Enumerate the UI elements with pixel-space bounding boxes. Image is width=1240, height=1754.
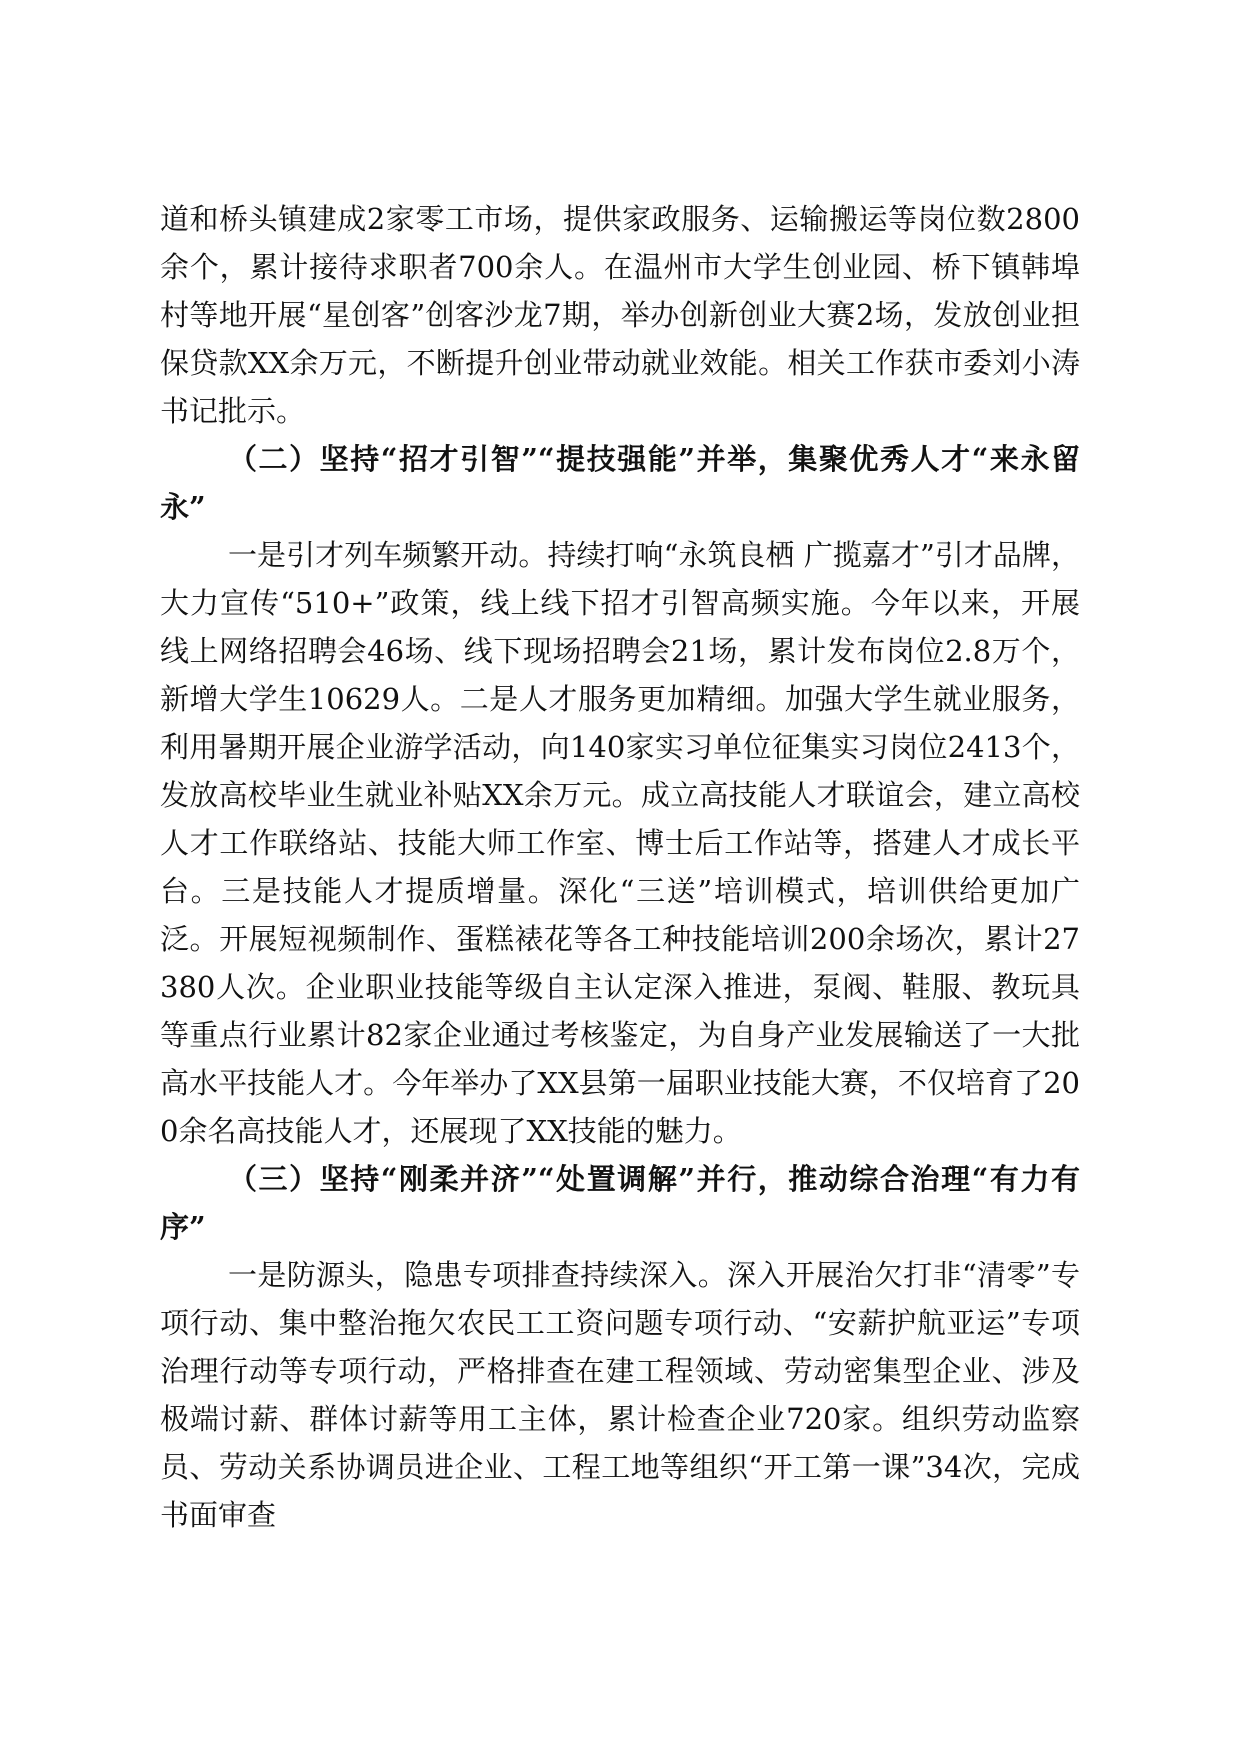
paragraph-risk-inspection: 一是防源头，隐患专项排查持续深入。深入开展治欠打非“清零”专项行动、集中整治拖欠农民工工资问题专项行动、“安薪护航亚运”专项治理行动等专项行动，严格排查在建工程领域、劳动密集型企业、涉及极端讨薪、群体讨薪等用工主体，累计检查企业720家。组织劳动监察员、劳动关系协调员进企业、工程工地等组织“开工第一课”34次，完成书面审查	[160, 1258, 1080, 1532]
paragraph-talent-recruitment: 一是引才列车频繁开动。持续打响“永筑良栖 广揽嘉才”引才品牌，大力宣传“510+”政策，线上线下招才引智高频实施。今年以来，开展线上网络招聘会46场、线下现场招聘会21场，累计发布岗位2.8万个，新增大学生10629人。二是人才服务更加精细。加强大学生就业服务，利用暑期开展企业游学活动，向140家实习单位征集实习岗位2413个，发放高校毕业生就业补贴XX余万元。成立高技能人才联谊会，建立高校人才工作联络站、技能大师工作室、博士后工作站等，搭建人才成长平台。三是技能人才提质增量。深化“三送”培训模式，培训供给更加广泛。开展短视频制作、蛋糕裱花等各工种技能培训200余场次，累计27380人次。企业职业技能等级自主认定深入推进，泵阀、鞋服、教玩具等重点行业累计82家企业通过考核鉴定，为自身产业发展输送了一大批高水平技能人才。今年举办了XX县第一届职业技能大赛，不仅培育了200余名高技能人才，还展现了XX技能的魅力。	[160, 538, 1080, 1148]
document-page	[160, 195, 1080, 1539]
paragraph-zero-work-market: 道和桥头镇建成2家零工市场，提供家政服务、运输搬运等岗位数2800余个，累计接待求职者700余人。在温州市大学生创业园、桥下镇韩埠村等地开展“星创客”创客沙龙7期，举办创新创业大赛2场，发放创业担保贷款XX余万元，不断提升创业带动就业效能。相关工作获市委刘小涛书记批示。	[160, 202, 1080, 428]
section-heading-talent: （二）坚持“招才引智”“提技强能”并举，集聚优秀人才“来永留永”	[160, 442, 1080, 524]
section-heading-governance: （三）坚持“刚柔并济”“处置调解”并行，推动综合治理“有力有序”	[160, 1162, 1080, 1244]
